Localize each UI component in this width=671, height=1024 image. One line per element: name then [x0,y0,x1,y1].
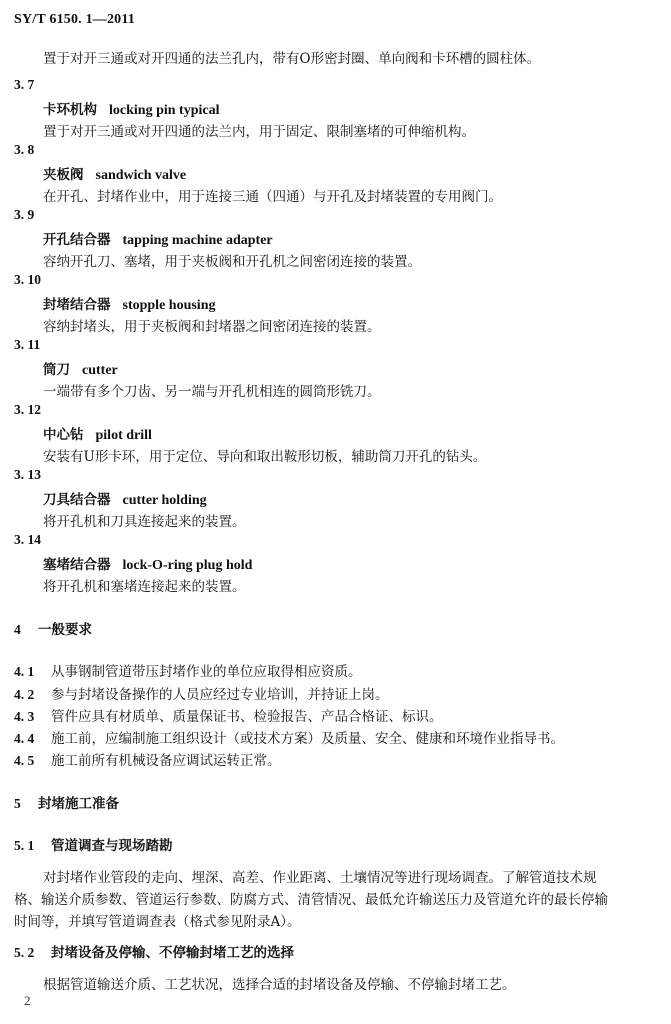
term-zh: 筒刀 [43,362,70,378]
item-number: 4. 3 [14,709,35,724]
requirement-4-3 [14,705,443,725]
clause-number: 3. 11 [14,337,41,352]
term-en: tapping machine adapter [122,233,273,248]
definition-text: 一端带有多个刀齿、另一端与开孔机相连的圆筒形铣刀。 [43,384,381,400]
definition-text: 安装有U形卡环，用于定位、导向和取出鞍形切板，辅助筒刀开孔的钻头。 [43,449,487,465]
requirement-4-2 [14,683,389,703]
subsection-5-1-heading [14,834,173,854]
term-heading [43,553,252,574]
clause-number: 3. 10 [14,272,41,287]
item-text: 参与封堵设备操作的人员应经过专业培训，并持证上岗。 [51,687,389,703]
term-zh: 封堵结合器 [43,297,111,313]
item-number: 4. 1 [14,664,35,679]
definition-text: 将开孔机和塞堵连接起来的装置。 [43,579,246,595]
section-number: 4 [14,622,21,637]
page-number: 2 [24,993,31,1008]
clause-number: 3. 13 [14,467,41,482]
subsection-number: 5. 1 [14,838,35,853]
item-number: 4. 4 [14,731,35,746]
section-title: 封堵施工准备 [38,796,119,812]
item-number: 4. 2 [14,687,35,702]
clause-number: 3. 14 [14,532,41,547]
definition-text: 将开孔机和刀具连接起来的装置。 [43,514,246,530]
term-en: cutter holding [122,493,207,508]
item-text: 从事钢制管道带压封堵作业的单位应取得相应资质。 [51,664,362,680]
item-text: 管件应具有材质单、质量保证书、检验报告、产品合格证、标识。 [51,709,443,725]
term-heading [43,98,219,119]
paragraph-5-2: 根据管道输送介质、工艺状况，选择合适的封堵设备及停输、不停输封堵工艺。 [43,977,516,993]
term-zh: 夹板阀 [43,167,84,183]
term-en: locking pin typical [109,103,220,118]
subsection-number: 5. 2 [14,945,35,960]
term-heading [43,228,273,249]
section-4-heading [14,618,92,638]
paragraph-line-2: 格、输送介质参数、管道运行参数、防腐方式、清管情况、最低允许输送压力及管道允许的最长停输 [14,892,608,908]
definition-text: 容纳开孔刀、塞堵，用于夹板阀和开孔机之间密闭连接的装置。 [43,254,421,270]
definition-text: 容纳封堵头，用于夹板阀和封堵器之间密闭连接的装置。 [43,319,381,335]
paragraph-line-3: 时间等，并填写管道调查表（格式参见附录A）。 [14,914,301,930]
term-en: pilot drill [95,428,152,443]
paragraph-line-1: 对封堵作业管段的走向、埋深、高差、作业距离、土壤情况等进行现场调查。了解管道技术规 [43,870,597,886]
term-zh: 塞堵结合器 [43,557,111,573]
clause-number: 3. 12 [14,402,41,417]
clause-number: 3. 8 [14,142,35,157]
term-heading [43,163,186,184]
term-heading [43,293,215,314]
item-text: 施工前，应编制施工组织设计（或技术方案）及质量、安全、健康和环境作业指导书。 [51,731,564,747]
term-zh: 卡环机构 [43,102,97,118]
definition-text: 在开孔、封堵作业中，用于连接三通（四通）与开孔及封堵装置的专用阀门。 [43,189,502,205]
term-en: cutter [82,363,118,378]
definition-text: 置于对开三通或对开四通的法兰内，用于固定、限制塞堵的可伸缩机构。 [43,124,475,140]
requirement-4-1 [14,660,362,680]
intro-definition-line: 置于对开三通或对开四通的法兰孔内，带有O形密封圈、单向阀和卡环槽的圆柱体。 [43,51,541,67]
subsection-title: 管道调查与现场踏勘 [51,838,173,854]
term-heading [43,488,207,509]
clause-number: 3. 9 [14,207,35,222]
term-zh: 开孔结合器 [43,232,111,248]
term-en: stopple housing [122,298,216,313]
section-5-heading [14,792,119,812]
subsection-title: 封堵设备及停输、不停输封堵工艺的选择 [51,945,294,961]
subsection-5-2-heading [14,941,294,961]
requirement-4-4 [14,727,564,747]
term-heading [43,423,152,444]
clause-number: 3. 7 [14,77,35,92]
term-heading [43,358,118,379]
item-text: 施工前所有机械设备应调试运转正常。 [51,753,281,769]
section-number: 5 [14,796,21,811]
term-zh: 刀具结合器 [43,492,111,508]
term-en: sandwich valve [95,168,187,183]
term-en: lock-O-ring plug hold [122,558,253,573]
requirement-4-5 [14,749,281,769]
term-zh: 中心钻 [43,427,84,443]
section-title: 一般要求 [38,622,92,638]
document-header-standard-number: SY/T 6150. 1—2011 [14,12,135,27]
item-number: 4. 5 [14,753,35,768]
